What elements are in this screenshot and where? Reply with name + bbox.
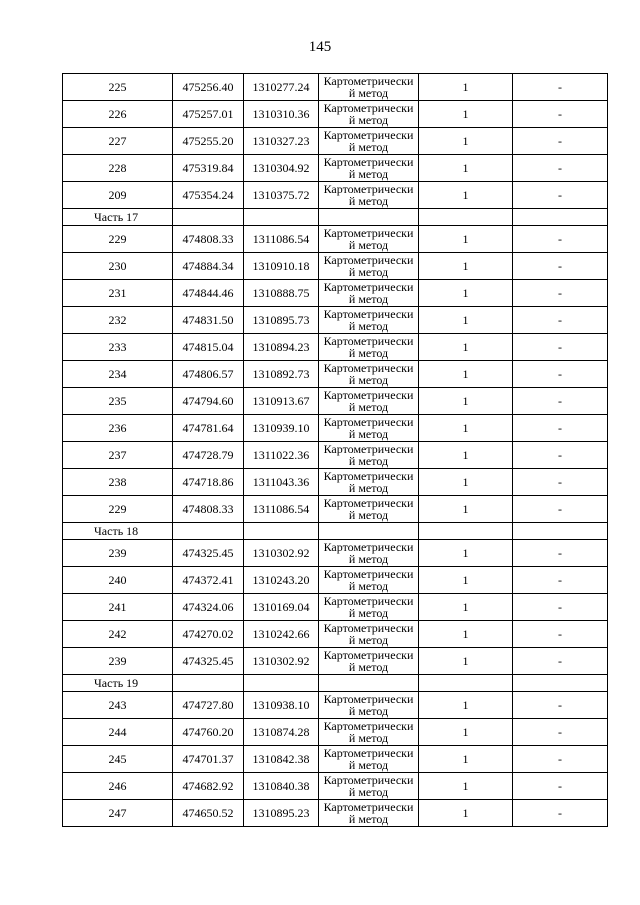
count-cell: 1 [419,719,513,746]
method-cell [319,648,419,675]
method-cell [319,307,419,334]
method-cell [319,442,419,469]
empty-cell [419,523,513,540]
y-coordinate-cell: 1310169.04 [244,594,319,621]
method-text-line: Картометрически [323,280,414,294]
method-text-line: Картометрически [323,155,414,169]
method-text-line: Картометрически [323,101,414,115]
method-text-line: Картометрически [323,648,414,662]
method-text-line: Картометрически [323,253,414,267]
part-label: Часть 17 [63,209,173,226]
note-cell: - [513,692,608,719]
method-text-line: й метод [348,238,389,252]
method-cell [319,361,419,388]
y-coordinate-cell: 1310892.73 [244,361,319,388]
x-coordinate-cell: 474728.79 [173,442,244,469]
table-row [63,226,608,253]
x-coordinate-cell: 474808.33 [173,496,244,523]
note-cell: - [513,280,608,307]
x-coordinate-cell: 474682.92 [173,773,244,800]
method-cell [319,719,419,746]
method-cell [319,567,419,594]
method-cell [319,226,419,253]
empty-cell [513,675,608,692]
method-text-line: Картометрически [323,307,414,321]
note-cell: - [513,719,608,746]
method-cell [319,800,419,827]
note-cell: - [513,253,608,280]
x-coordinate-cell: 474794.60 [173,388,244,415]
x-coordinate-cell: 475354.24 [173,182,244,209]
method-text-line: Картометрически [323,719,414,733]
method-text-line: й метод [348,758,389,772]
method-text-line: й метод [348,86,389,100]
table-row [63,361,608,388]
x-coordinate-cell: 474372.41 [173,567,244,594]
note-cell: - [513,773,608,800]
note-cell: - [513,621,608,648]
method-text-line: й метод [348,400,389,414]
y-coordinate-cell: 1311022.36 [244,442,319,469]
x-coordinate-cell: 474808.33 [173,226,244,253]
note-cell: - [513,101,608,128]
method-text-line: Картометрически [323,692,414,706]
table-row [63,74,608,101]
method-text-line: Картометрически [323,567,414,581]
x-coordinate-cell: 474727.80 [173,692,244,719]
y-coordinate-cell: 1310327.23 [244,128,319,155]
count-cell: 1 [419,361,513,388]
y-coordinate-cell: 1310939.10 [244,415,319,442]
count-cell: 1 [419,800,513,827]
count-cell: 1 [419,442,513,469]
method-text-line: Картометрически [323,594,414,608]
x-coordinate-cell: 474325.45 [173,648,244,675]
method-cell [319,253,419,280]
y-coordinate-cell: 1311086.54 [244,226,319,253]
count-cell: 1 [419,621,513,648]
table-row [63,101,608,128]
count-cell: 1 [419,334,513,361]
part-label: Часть 19 [63,675,173,692]
count-cell: 1 [419,594,513,621]
note-cell: - [513,128,608,155]
method-text-line: й метод [348,113,389,127]
note-cell: - [513,442,608,469]
method-text-line: й метод [348,319,389,333]
method-text-line: й метод [348,292,389,306]
empty-cell [173,675,244,692]
note-cell: - [513,746,608,773]
x-coordinate-cell: 474324.06 [173,594,244,621]
count-cell: 1 [419,496,513,523]
point-number-cell: 239 [63,540,173,567]
table-row [63,540,608,567]
point-number-cell: 242 [63,621,173,648]
note-cell: - [513,361,608,388]
count-cell: 1 [419,226,513,253]
point-number-cell: 225 [63,74,173,101]
method-text-line: й метод [348,552,389,566]
page-number: 145 [308,39,332,55]
table-row [63,182,608,209]
y-coordinate-cell: 1310242.66 [244,621,319,648]
table-row [63,773,608,800]
method-text-line: Картометрически [323,442,414,456]
method-text-line: Картометрически [323,800,414,814]
method-text-line: й метод [348,633,389,647]
count-cell: 1 [419,182,513,209]
method-cell [319,621,419,648]
table-row [63,567,608,594]
empty-cell [319,209,419,226]
point-number-cell: 232 [63,307,173,334]
point-number-cell: 244 [63,719,173,746]
note-cell: - [513,469,608,496]
table-row [63,496,608,523]
empty-cell [419,209,513,226]
point-number-cell: 209 [63,182,173,209]
count-cell: 1 [419,540,513,567]
x-coordinate-cell: 474831.50 [173,307,244,334]
note-cell: - [513,567,608,594]
y-coordinate-cell: 1310375.72 [244,182,319,209]
table-row [63,415,608,442]
method-text-line: й метод [348,167,389,181]
y-coordinate-cell: 1310888.75 [244,280,319,307]
count-cell: 1 [419,415,513,442]
y-coordinate-cell: 1310310.36 [244,101,319,128]
table-row [63,469,608,496]
method-text-line: й метод [348,812,389,826]
y-coordinate-cell: 1310895.23 [244,800,319,827]
method-text-line: й метод [348,606,389,620]
empty-cell [513,209,608,226]
count-cell: 1 [419,253,513,280]
note-cell: - [513,648,608,675]
point-number-cell: 237 [63,442,173,469]
method-text-line: й метод [348,785,389,799]
table-body [63,74,608,827]
x-coordinate-cell: 474884.34 [173,253,244,280]
point-number-cell: 238 [63,469,173,496]
point-number-cell: 229 [63,226,173,253]
x-coordinate-cell: 474815.04 [173,334,244,361]
method-text-line: й метод [348,140,389,154]
count-cell: 1 [419,648,513,675]
point-number-cell: 235 [63,388,173,415]
y-coordinate-cell: 1310938.10 [244,692,319,719]
empty-cell [319,523,419,540]
note-cell: - [513,415,608,442]
y-coordinate-cell: 1310840.38 [244,773,319,800]
x-coordinate-cell: 474270.02 [173,621,244,648]
point-number-cell: 240 [63,567,173,594]
y-coordinate-cell: 1310874.28 [244,719,319,746]
empty-cell [513,523,608,540]
method-cell [319,746,419,773]
method-text-line: Картометрически [323,540,414,554]
y-coordinate-cell: 1310243.20 [244,567,319,594]
method-text-line: Картометрически [323,621,414,635]
point-number-cell: 243 [63,692,173,719]
x-coordinate-cell: 474806.57 [173,361,244,388]
x-coordinate-cell: 474781.64 [173,415,244,442]
method-text-line: й метод [348,579,389,593]
count-cell: 1 [419,567,513,594]
x-coordinate-cell: 475257.01 [173,101,244,128]
method-text-line: Картометрически [323,182,414,196]
method-cell [319,692,419,719]
method-text-line: Картометрически [323,746,414,760]
note-cell: - [513,182,608,209]
y-coordinate-cell: 1310913.67 [244,388,319,415]
method-text-line: й метод [348,427,389,441]
y-coordinate-cell: 1311043.36 [244,469,319,496]
table-row [63,800,608,827]
point-number-cell: 229 [63,496,173,523]
table-row [63,334,608,361]
note-cell: - [513,226,608,253]
table-row [63,388,608,415]
x-coordinate-cell: 474325.45 [173,540,244,567]
empty-cell [173,523,244,540]
y-coordinate-cell: 1310304.92 [244,155,319,182]
method-text-line: й метод [348,731,389,745]
method-cell [319,74,419,101]
table-row [63,253,608,280]
note-cell: - [513,155,608,182]
x-coordinate-cell: 474718.86 [173,469,244,496]
method-cell [319,388,419,415]
method-cell [319,496,419,523]
method-text-line: Картометрически [323,773,414,787]
note-cell: - [513,800,608,827]
point-number-cell: 230 [63,253,173,280]
method-text-line: й метод [348,346,389,360]
table-row [63,128,608,155]
x-coordinate-cell: 474760.20 [173,719,244,746]
x-coordinate-cell: 474844.46 [173,280,244,307]
table-row [63,719,608,746]
table-row [63,594,608,621]
count-cell: 1 [419,128,513,155]
x-coordinate-cell: 474650.52 [173,800,244,827]
note-cell: - [513,540,608,567]
count-cell: 1 [419,469,513,496]
method-cell [319,101,419,128]
method-cell [319,334,419,361]
empty-cell [244,675,319,692]
x-coordinate-cell: 475255.20 [173,128,244,155]
method-cell [319,594,419,621]
y-coordinate-cell: 1310302.92 [244,648,319,675]
table-row [63,280,608,307]
note-cell: - [513,594,608,621]
note-cell: - [513,74,608,101]
point-number-cell: 246 [63,773,173,800]
method-text-line: Картометрически [323,334,414,348]
table-row [63,692,608,719]
method-text-line: Картометрически [323,388,414,402]
method-text-line: й метод [348,194,389,208]
point-number-cell: 236 [63,415,173,442]
table-row [63,648,608,675]
method-text-line: й метод [348,660,389,674]
method-text-line: Картометрически [323,128,414,142]
count-cell: 1 [419,155,513,182]
table-row [63,307,608,334]
empty-cell [244,523,319,540]
point-number-cell: 231 [63,280,173,307]
x-coordinate-cell: 475319.84 [173,155,244,182]
y-coordinate-cell: 1310895.73 [244,307,319,334]
count-cell: 1 [419,74,513,101]
method-text-line: Картометрически [323,361,414,375]
y-coordinate-cell: 1310910.18 [244,253,319,280]
note-cell: - [513,388,608,415]
method-cell [319,469,419,496]
note-cell: - [513,307,608,334]
empty-cell [319,675,419,692]
note-cell: - [513,334,608,361]
x-coordinate-cell: 475256.40 [173,74,244,101]
method-text-line: й метод [348,454,389,468]
y-coordinate-cell: 1311086.54 [244,496,319,523]
point-number-cell: 239 [63,648,173,675]
method-text-line: й метод [348,481,389,495]
empty-cell [244,209,319,226]
method-text-line: Картометрически [323,469,414,483]
part-header-row [63,209,608,226]
table-row [63,746,608,773]
method-cell [319,155,419,182]
x-coordinate-cell: 474701.37 [173,746,244,773]
method-text-line: Картометрически [323,74,414,88]
y-coordinate-cell: 1310842.38 [244,746,319,773]
part-label: Часть 18 [63,523,173,540]
point-number-cell: 228 [63,155,173,182]
method-text-line: й метод [348,508,389,522]
point-number-cell: 233 [63,334,173,361]
method-text-line: Картометрически [323,496,414,510]
point-number-cell: 234 [63,361,173,388]
count-cell: 1 [419,746,513,773]
method-cell [319,182,419,209]
method-cell [319,540,419,567]
point-number-cell: 247 [63,800,173,827]
method-text-line: й метод [348,704,389,718]
y-coordinate-cell: 1310302.92 [244,540,319,567]
part-header-row [63,675,608,692]
point-number-cell: 227 [63,128,173,155]
method-text-line: й метод [348,265,389,279]
method-cell [319,280,419,307]
point-number-cell: 241 [63,594,173,621]
y-coordinate-cell: 1310277.24 [244,74,319,101]
coordinates-table [62,73,608,827]
table-row [63,442,608,469]
y-coordinate-cell: 1310894.23 [244,334,319,361]
count-cell: 1 [419,692,513,719]
table-row [63,155,608,182]
count-cell: 1 [419,101,513,128]
count-cell: 1 [419,388,513,415]
empty-cell [173,209,244,226]
part-header-row [63,523,608,540]
point-number-cell: 226 [63,101,173,128]
method-text-line: Картометрически [323,226,414,240]
point-number-cell: 245 [63,746,173,773]
method-text-line: й метод [348,373,389,387]
empty-cell [419,675,513,692]
table-row [63,621,608,648]
method-cell [319,773,419,800]
count-cell: 1 [419,773,513,800]
method-cell [319,415,419,442]
method-text-line: Картометрически [323,415,414,429]
method-cell [319,128,419,155]
count-cell: 1 [419,280,513,307]
count-cell: 1 [419,307,513,334]
note-cell: - [513,496,608,523]
